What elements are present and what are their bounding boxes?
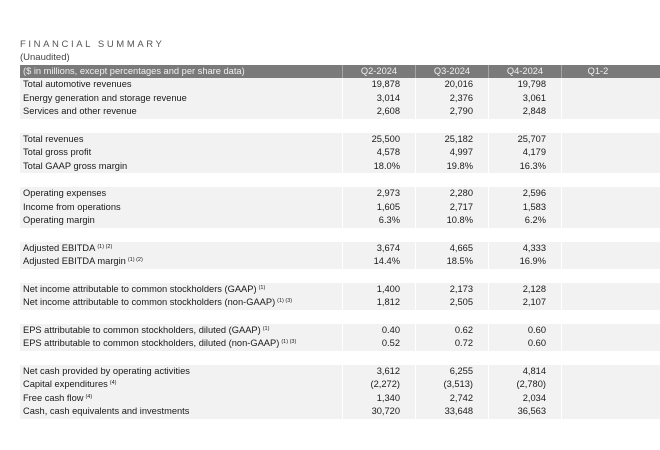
table-row — [20, 105, 660, 119]
row-label-text: Capital expenditures — [23, 379, 108, 389]
row-label-text: Total automotive revenues — [23, 79, 132, 89]
value-cell: 16.9% — [488, 255, 561, 269]
value-cell — [561, 392, 634, 406]
value-cell: (2,780) — [488, 378, 561, 392]
row-label-text: Net income attributable to common stockholders (GAAP) — [23, 283, 257, 294]
row-label — [20, 392, 342, 406]
value-cell — [561, 255, 634, 269]
row-label — [20, 187, 342, 201]
value-cell: 4,333 — [488, 242, 561, 256]
value-cell: 4,665 — [415, 242, 488, 256]
row-label — [20, 283, 342, 297]
row-label — [20, 365, 342, 379]
value-cell — [561, 214, 634, 228]
value-cell — [561, 160, 634, 174]
footnote-ref: (4) — [109, 380, 117, 386]
value-cell: 36,563 — [488, 405, 561, 419]
value-cell: 14.4% — [342, 255, 415, 269]
value-cell: 2,280 — [415, 187, 488, 201]
row-label — [20, 146, 342, 160]
value-cell — [561, 296, 634, 310]
row-label — [20, 296, 342, 310]
footnote-ref: (1) (2) — [127, 257, 143, 263]
financial-summary-table — [20, 65, 660, 419]
value-cell: 2,376 — [415, 92, 488, 106]
value-cell: 30,720 — [342, 405, 415, 419]
table-row — [20, 78, 660, 92]
value-cell: 25,707 — [488, 133, 561, 147]
value-cell — [561, 133, 634, 147]
document-subtitle: (Unaudited) — [20, 52, 70, 63]
row-label-text: Operating margin — [23, 215, 95, 225]
row-label-text: Energy generation and storage revenue — [23, 92, 187, 103]
value-cell: 25,500 — [342, 133, 415, 147]
value-cell: 0.40 — [342, 324, 415, 338]
value-cell — [561, 146, 634, 160]
section-spacer — [20, 228, 660, 242]
table-row — [20, 255, 660, 269]
row-label-text: Net cash provided by operating activities — [23, 365, 190, 376]
value-cell: (2,272) — [342, 378, 415, 392]
value-cell: 19,878 — [342, 78, 415, 92]
table-header-row — [20, 65, 660, 78]
value-cell: 1,340 — [342, 392, 415, 406]
value-cell: 3,612 — [342, 365, 415, 379]
value-cell: 2,596 — [488, 187, 561, 201]
row-label-text: Income from operations — [23, 201, 121, 212]
value-cell: 2,173 — [415, 283, 488, 297]
row-label — [20, 105, 342, 119]
value-cell — [561, 92, 634, 106]
table-row — [20, 214, 660, 228]
table-row — [20, 365, 660, 379]
value-cell: 6,255 — [415, 365, 488, 379]
table-row — [20, 324, 660, 338]
value-cell: 0.52 — [342, 337, 415, 351]
value-cell: 4,179 — [488, 146, 561, 160]
value-cell — [561, 78, 634, 92]
value-cell: 2,034 — [488, 392, 561, 406]
value-cell: 1,812 — [342, 296, 415, 310]
table-row — [20, 283, 660, 297]
value-cell — [561, 105, 634, 119]
table-row — [20, 160, 660, 174]
row-label-text: Services and other revenue — [23, 106, 137, 116]
value-cell: 6.3% — [342, 214, 415, 228]
table-row — [20, 296, 660, 310]
row-label — [20, 92, 342, 106]
column-header: Q1-2 — [561, 65, 634, 78]
value-cell: 4,578 — [342, 146, 415, 160]
value-cell: 2,107 — [488, 296, 561, 310]
value-cell: 4,997 — [415, 146, 488, 160]
table-row — [20, 392, 660, 406]
value-cell: 0.60 — [488, 324, 561, 338]
value-cell — [561, 187, 634, 201]
row-label-text: Free cash flow — [23, 392, 84, 403]
value-cell: 2,717 — [415, 201, 488, 215]
value-cell — [561, 365, 634, 379]
value-cell — [561, 201, 634, 215]
table-row — [20, 378, 660, 392]
value-cell: 0.60 — [488, 337, 561, 351]
value-cell: 2,128 — [488, 283, 561, 297]
row-label-text: Total GAAP gross margin — [23, 160, 128, 171]
value-cell: 16.3% — [488, 160, 561, 174]
table-row — [20, 133, 660, 147]
table-row — [20, 242, 660, 256]
column-header: Q3-2024 — [415, 65, 488, 78]
row-label — [20, 160, 342, 174]
table-row — [20, 201, 660, 215]
row-label-text: Adjusted EBITDA margin — [23, 256, 126, 266]
footnote-ref: (1) (3) — [277, 298, 293, 304]
value-cell — [561, 283, 634, 297]
value-cell: 3,061 — [488, 92, 561, 106]
row-label — [20, 405, 342, 419]
value-cell — [561, 405, 634, 419]
section-spacer — [20, 310, 660, 324]
row-label-text: Adjusted EBITDA — [23, 242, 96, 253]
row-label-text: Total gross profit — [23, 147, 92, 157]
footnote-ref: (1) — [258, 284, 266, 291]
value-cell: 33,648 — [415, 405, 488, 419]
section-spacer — [20, 173, 660, 187]
section-spacer — [20, 119, 660, 133]
value-cell: 19.8% — [415, 160, 488, 174]
row-label — [20, 255, 342, 269]
row-label — [20, 337, 342, 351]
footnote-ref: (1) (2) — [97, 243, 113, 250]
value-cell: 6.2% — [488, 214, 561, 228]
value-cell: 2,608 — [342, 105, 415, 119]
value-cell: 0.72 — [415, 337, 488, 351]
row-label — [20, 78, 342, 92]
value-cell: 18.5% — [415, 255, 488, 269]
row-label — [20, 324, 342, 338]
column-header: Q4-2024 — [488, 65, 561, 78]
section-spacer — [20, 351, 660, 365]
column-header: Q2-2024 — [342, 65, 415, 78]
value-cell: 1,400 — [342, 283, 415, 297]
row-label-text: EPS attributable to common stockholders, diluted (non-GAAP) — [23, 338, 280, 348]
table-row — [20, 337, 660, 351]
section-spacer — [20, 269, 660, 283]
row-label-text: EPS attributable to common stockholders, diluted (GAAP) — [23, 324, 261, 335]
row-label — [20, 214, 342, 228]
value-cell: 0.62 — [415, 324, 488, 338]
table-row — [20, 146, 660, 160]
table-row — [20, 187, 660, 201]
value-cell — [561, 324, 634, 338]
footnote-ref: (1) — [262, 325, 270, 332]
value-cell: 25,182 — [415, 133, 488, 147]
value-cell: 1,583 — [488, 201, 561, 215]
row-label — [20, 201, 342, 215]
row-label-text: Net income attributable to common stockholders (non-GAAP) — [23, 297, 276, 307]
value-cell: 18.0% — [342, 160, 415, 174]
table-row — [20, 92, 660, 106]
table-row — [20, 405, 660, 419]
table-body — [20, 78, 660, 419]
header-units-label: ($ in millions, except percentages and per share data) — [23, 66, 245, 76]
row-label-text: Cash, cash equivalents and investments — [23, 406, 190, 416]
row-label — [20, 242, 342, 256]
value-cell: 19,798 — [488, 78, 561, 92]
value-cell: 2,790 — [415, 105, 488, 119]
value-cell: 3,674 — [342, 242, 415, 256]
footnote-ref: (1) (3) — [281, 339, 297, 345]
value-cell — [561, 242, 634, 256]
row-label-text: Operating expenses — [23, 188, 107, 198]
row-label — [20, 133, 342, 147]
value-cell: 2,848 — [488, 105, 561, 119]
row-label — [20, 378, 342, 392]
value-cell: 2,973 — [342, 187, 415, 201]
value-cell: 3,014 — [342, 92, 415, 106]
value-cell: 2,742 — [415, 392, 488, 406]
value-cell: 20,016 — [415, 78, 488, 92]
document-title: FINANCIAL SUMMARY — [20, 39, 165, 50]
value-cell: 4,814 — [488, 365, 561, 379]
row-label-text: Total revenues — [23, 133, 84, 144]
value-cell: 2,505 — [415, 296, 488, 310]
footnote-ref: (4) — [85, 393, 93, 400]
value-cell: 10.8% — [415, 214, 488, 228]
value-cell — [561, 378, 634, 392]
value-cell: (3,513) — [415, 378, 488, 392]
value-cell: 1,605 — [342, 201, 415, 215]
value-cell — [561, 337, 634, 351]
